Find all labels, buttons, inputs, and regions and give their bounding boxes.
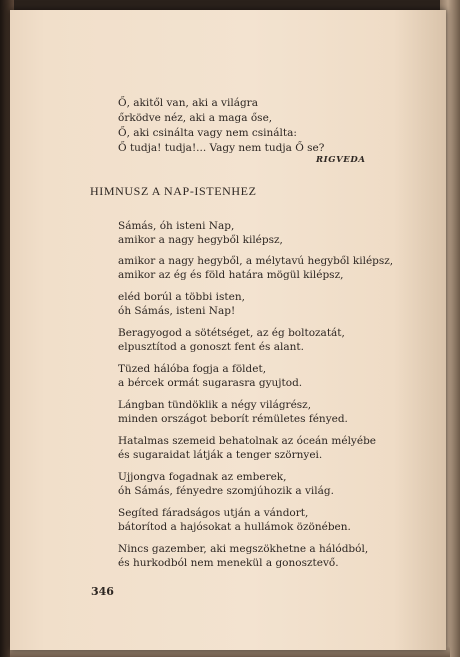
stanza-line: óh Sámás, isteni Nap! xyxy=(118,305,236,317)
stanza-line: Segíted fáradságos utján a vándort, xyxy=(118,507,309,519)
stanza-line: Ujjongva fogadnak az emberek, xyxy=(118,471,287,483)
poem-title: HIMNUSZ A NAP-ISTENHEZ xyxy=(90,184,257,198)
stanza-line: minden országot beborít rémületes fényed. xyxy=(118,413,348,425)
attribution: RIGVEDA xyxy=(316,155,366,165)
stanza-line: és hurkodból nem menekül a gonosztevő. xyxy=(118,557,339,569)
stanza-line: elpusztítod a gonoszt fent és alant. xyxy=(118,341,304,353)
verse-line: őrködve néz, aki a maga őse, xyxy=(118,112,273,124)
stanza-line: Nincs gazember, aki megszökhetne a hálódból, xyxy=(118,543,369,555)
verse-line: Ő, aki csinálta vagy nem csinálta: xyxy=(118,127,297,139)
stanza-line: Sámás, óh isteni Nap, xyxy=(118,220,235,232)
stanza-line: amikor a nagy hegyből, a mélytavú hegyből kilépsz, xyxy=(118,255,394,267)
stanza-line: bátorítod a hajósokat a hullámok özönében. xyxy=(118,521,351,533)
stanza-line: Tüzed hálóba fogja a földet, xyxy=(118,363,267,375)
stanza-line: amikor az ég és föld határa mögül kilépsz, xyxy=(118,269,344,281)
stanza-line: Beragyogod a sötétséget, az ég boltozatát, xyxy=(118,327,345,339)
stanza-line: és sugaraidat látják a tenger szörnyei. xyxy=(118,449,323,461)
verse-line: Ő tudja! tudja!... Vagy nem tudja Ő se? xyxy=(118,142,325,154)
page-number: 346 xyxy=(91,585,114,598)
stanza-line: a bércek ormát sugarasra gyujtod. xyxy=(118,377,303,389)
book-page xyxy=(10,10,446,650)
stanza-line: Hatalmas szemeid behatolnak az óceán mélyébe xyxy=(118,435,377,447)
stanza-line: amikor a nagy hegyből kilépsz, xyxy=(118,234,283,246)
stanza-line: óh Sámás, fényedre szomjúhozik a világ. xyxy=(118,485,334,497)
stanza-line: Lángban tündöklik a négy világrész, xyxy=(118,399,312,411)
stanza-line: eléd borúl a többi isten, xyxy=(118,291,245,303)
verse-line: Ő, akitől van, aki a világra xyxy=(118,97,258,109)
